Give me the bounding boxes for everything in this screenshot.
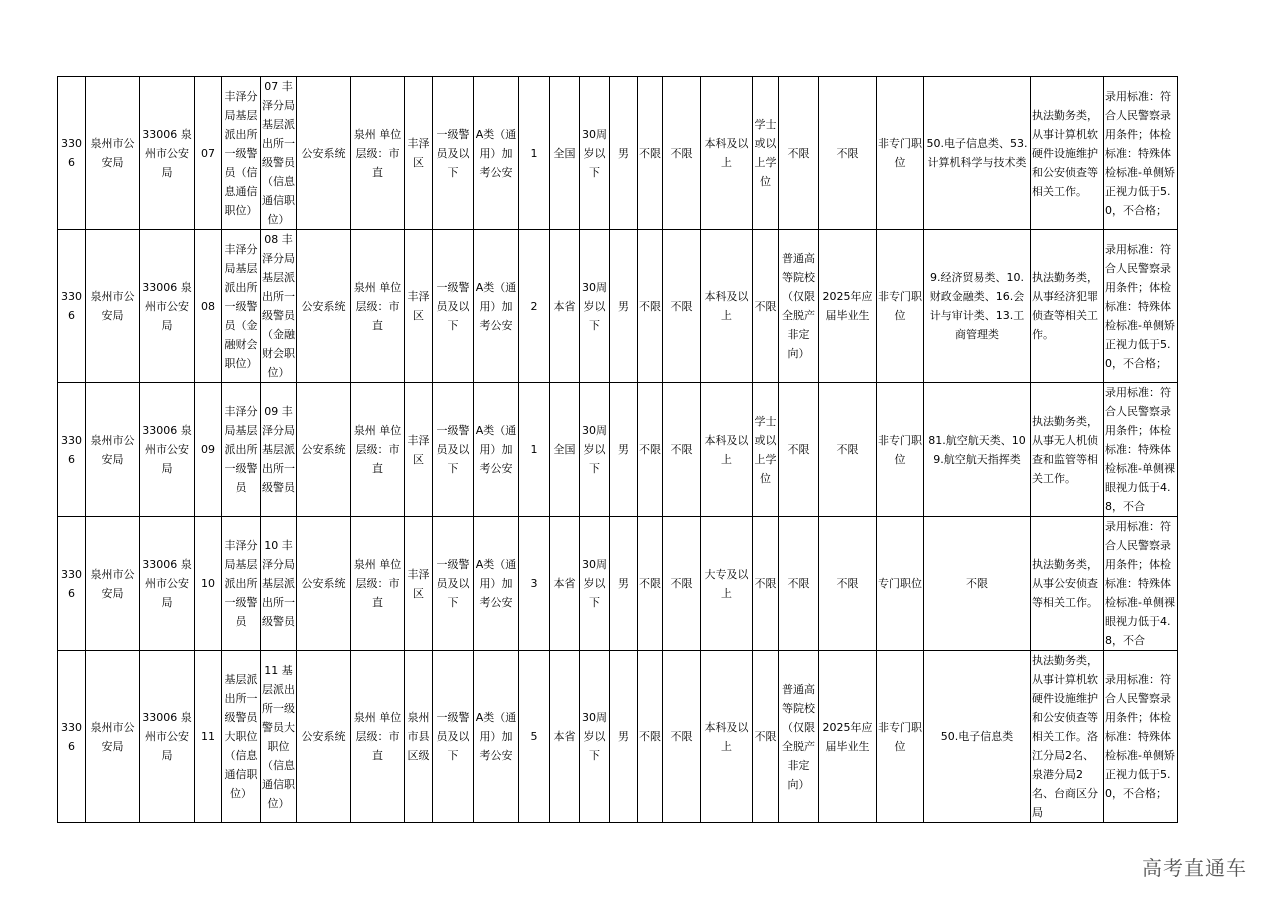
- cell-school-type: 不限: [779, 77, 819, 230]
- cell-gender: 男: [610, 230, 638, 383]
- cell-unit-level: 泉州 单位层级：市直: [351, 230, 405, 383]
- cell-position-seq: 10: [195, 517, 222, 651]
- cell-headcount: 5: [519, 651, 550, 823]
- cell-education: 大专及以上: [701, 517, 753, 651]
- cell-position-name: 基层派出所一级警员大职位（信息通信职位）: [222, 651, 261, 823]
- cell-agency-code: 33006 泉州市公安局: [140, 383, 195, 517]
- cell-rank: 一级警员及以下: [433, 230, 474, 383]
- cell-ethnicity: 不限: [638, 77, 663, 230]
- cell-work-location: 泉州市县区级: [405, 651, 433, 823]
- cell-degree: 不限: [753, 651, 779, 823]
- cell-system: 公安系统: [297, 230, 351, 383]
- cell-major: 81.航空航天类、109.航空航天指挥类: [924, 383, 1031, 517]
- cell-job-description: 执法勤务类，从事计算机软硬件设施维护和公安侦查等相关工作。洛江分局2名、泉港分局2名、台商区分局: [1031, 651, 1104, 823]
- cell-ethnicity: 不限: [638, 517, 663, 651]
- cell-graduate-status: 2025年应届毕业生: [819, 230, 877, 383]
- cell-agency-name: 泉州市公安局: [86, 77, 140, 230]
- cell-age: 30周岁以下: [580, 77, 610, 230]
- cell-unit-level: 泉州 单位层级：市直: [351, 383, 405, 517]
- cell-gender: 男: [610, 383, 638, 517]
- cell-major: 50.电子信息类、53.计算机科学与技术类: [924, 77, 1031, 230]
- cell-special-position: 专门职位: [877, 517, 924, 651]
- cell-region-code: 3306: [58, 230, 86, 383]
- cell-headcount: 3: [519, 517, 550, 651]
- cell-age: 30周岁以下: [580, 651, 610, 823]
- cell-work-location: 丰泽区: [405, 383, 433, 517]
- table-row: [58, 383, 1178, 517]
- cell-notes: 录用标准：符合人民警察录用条件；体检标准：特殊体检标准-单侧裸眼视力低于4.8，不合: [1104, 383, 1178, 517]
- cell-work-location: 丰泽区: [405, 517, 433, 651]
- cell-job-description: 执法勤务类，从事公安侦查等相关工作。: [1031, 517, 1104, 651]
- cell-headcount: 1: [519, 383, 550, 517]
- cell-recruit-scope: 全国: [550, 383, 580, 517]
- cell-degree: 不限: [753, 517, 779, 651]
- cell-position-code-name: 11 基层派出所一级警员大职位（信息通信职位）: [261, 651, 297, 823]
- cell-position-seq: 11: [195, 651, 222, 823]
- cell-position-seq: 07: [195, 77, 222, 230]
- table-row: [58, 77, 1178, 230]
- cell-position-code-name: 08 丰泽分局基层派出所一级警员（金融财会职位）: [261, 230, 297, 383]
- position-table: [57, 76, 1178, 823]
- cell-region-code: 3306: [58, 77, 86, 230]
- cell-position-seq: 09: [195, 383, 222, 517]
- cell-exam-type: A类（通用）加考公安: [474, 230, 519, 383]
- cell-age: 30周岁以下: [580, 517, 610, 651]
- cell-education: 本科及以上: [701, 77, 753, 230]
- cell-work-location: 丰泽区: [405, 230, 433, 383]
- cell-unit-level: 泉州 单位层级：市直: [351, 651, 405, 823]
- cell-age: 30周岁以下: [580, 383, 610, 517]
- cell-unit-level: 泉州 单位层级：市直: [351, 77, 405, 230]
- cell-major: 50.电子信息类: [924, 651, 1031, 823]
- table-row: [58, 230, 1178, 383]
- cell-position-code-name: 09 丰泽分局基层派出所一级警员: [261, 383, 297, 517]
- cell-education: 本科及以上: [701, 651, 753, 823]
- cell-notes: 录用标准：符合人民警察录用条件；体检标准：特殊体检标准-单侧裸眼视力低于4.8，不合: [1104, 517, 1178, 651]
- cell-job-description: 执法勤务类，从事无人机侦查和监管等相关工作。: [1031, 383, 1104, 517]
- cell-headcount: 2: [519, 230, 550, 383]
- cell-age: 30周岁以下: [580, 230, 610, 383]
- cell-agency-code: 33006 泉州市公安局: [140, 651, 195, 823]
- cell-rank: 一级警员及以下: [433, 77, 474, 230]
- cell-job-description: 执法勤务类，从事计算机软硬件设施维护和公安侦查等相关工作。: [1031, 77, 1104, 230]
- cell-headcount: 1: [519, 77, 550, 230]
- cell-graduate-status: 不限: [819, 383, 877, 517]
- watermark-text: 高考直通车: [1142, 856, 1247, 880]
- cell-special-position: 非专门职位: [877, 383, 924, 517]
- cell-education: 本科及以上: [701, 230, 753, 383]
- cell-position-name: 丰泽分局基层派出所一级警员: [222, 383, 261, 517]
- cell-graduate-status: 不限: [819, 77, 877, 230]
- cell-recruit-scope: 本省: [550, 651, 580, 823]
- cell-school-type: 普通高等院校（仅限全脱产非定向）: [779, 651, 819, 823]
- cell-position-name: 丰泽分局基层派出所一级警员（信息通信职位）: [222, 77, 261, 230]
- cell-ethnicity: 不限: [638, 230, 663, 383]
- cell-politics: 不限: [663, 230, 701, 383]
- cell-agency-name: 泉州市公安局: [86, 517, 140, 651]
- cell-politics: 不限: [663, 77, 701, 230]
- cell-notes: 录用标准：符合人民警察录用条件；体检标准：特殊体检标准-单侧矫正视力低于5.0，不合格；: [1104, 230, 1178, 383]
- cell-special-position: 非专门职位: [877, 77, 924, 230]
- cell-degree: 学士或以上学位: [753, 77, 779, 230]
- cell-school-type: 不限: [779, 383, 819, 517]
- cell-degree: 学士或以上学位: [753, 383, 779, 517]
- cell-agency-name: 泉州市公安局: [86, 651, 140, 823]
- cell-rank: 一级警员及以下: [433, 651, 474, 823]
- cell-recruit-scope: 本省: [550, 230, 580, 383]
- cell-ethnicity: 不限: [638, 383, 663, 517]
- cell-position-name: 丰泽分局基层派出所一级警员（金融财会职位）: [222, 230, 261, 383]
- cell-exam-type: A类（通用）加考公安: [474, 517, 519, 651]
- table-row: [58, 517, 1178, 651]
- cell-politics: 不限: [663, 383, 701, 517]
- cell-system: 公安系统: [297, 383, 351, 517]
- cell-special-position: 非专门职位: [877, 651, 924, 823]
- cell-school-type: 不限: [779, 517, 819, 651]
- cell-ethnicity: 不限: [638, 651, 663, 823]
- table-row: [58, 651, 1178, 823]
- cell-gender: 男: [610, 651, 638, 823]
- cell-agency-name: 泉州市公安局: [86, 383, 140, 517]
- cell-gender: 男: [610, 517, 638, 651]
- cell-rank: 一级警员及以下: [433, 383, 474, 517]
- cell-region-code: 3306: [58, 517, 86, 651]
- cell-system: 公安系统: [297, 77, 351, 230]
- cell-graduate-status: 不限: [819, 517, 877, 651]
- cell-special-position: 非专门职位: [877, 230, 924, 383]
- cell-education: 本科及以上: [701, 383, 753, 517]
- cell-position-code-name: 10 丰泽分局基层派出所一级警员: [261, 517, 297, 651]
- cell-graduate-status: 2025年应届毕业生: [819, 651, 877, 823]
- cell-job-description: 执法勤务类，从事经济犯罪侦查等相关工作。: [1031, 230, 1104, 383]
- cell-notes: 录用标准：符合人民警察录用条件；体检标准：特殊体检标准-单侧矫正视力低于5.0，不合格；: [1104, 77, 1178, 230]
- cell-school-type: 普通高等院校（仅限全脱产非定向）: [779, 230, 819, 383]
- cell-gender: 男: [610, 77, 638, 230]
- cell-position-code-name: 07 丰泽分局基层派出所一级警员（信息通信职位）: [261, 77, 297, 230]
- cell-major: 9.经济贸易类、10.财政金融类、16.会计与审计类、13.工商管理类: [924, 230, 1031, 383]
- cell-exam-type: A类（通用）加考公安: [474, 77, 519, 230]
- cell-politics: 不限: [663, 517, 701, 651]
- cell-region-code: 3306: [58, 651, 86, 823]
- cell-system: 公安系统: [297, 517, 351, 651]
- cell-politics: 不限: [663, 651, 701, 823]
- cell-agency-code: 33006 泉州市公安局: [140, 230, 195, 383]
- cell-recruit-scope: 本省: [550, 517, 580, 651]
- cell-unit-level: 泉州 单位层级：市直: [351, 517, 405, 651]
- cell-exam-type: A类（通用）加考公安: [474, 651, 519, 823]
- cell-exam-type: A类（通用）加考公安: [474, 383, 519, 517]
- cell-agency-code: 33006 泉州市公安局: [140, 77, 195, 230]
- cell-position-name: 丰泽分局基层派出所一级警员: [222, 517, 261, 651]
- cell-notes: 录用标准：符合人民警察录用条件；体检标准：特殊体检标准-单侧矫正视力低于5.0，不合格；: [1104, 651, 1178, 823]
- cell-rank: 一级警员及以下: [433, 517, 474, 651]
- cell-degree: 不限: [753, 230, 779, 383]
- cell-agency-name: 泉州市公安局: [86, 230, 140, 383]
- cell-recruit-scope: 全国: [550, 77, 580, 230]
- cell-system: 公安系统: [297, 651, 351, 823]
- cell-region-code: 3306: [58, 383, 86, 517]
- cell-work-location: 丰泽区: [405, 77, 433, 230]
- cell-major: 不限: [924, 517, 1031, 651]
- cell-position-seq: 08: [195, 230, 222, 383]
- cell-agency-code: 33006 泉州市公安局: [140, 517, 195, 651]
